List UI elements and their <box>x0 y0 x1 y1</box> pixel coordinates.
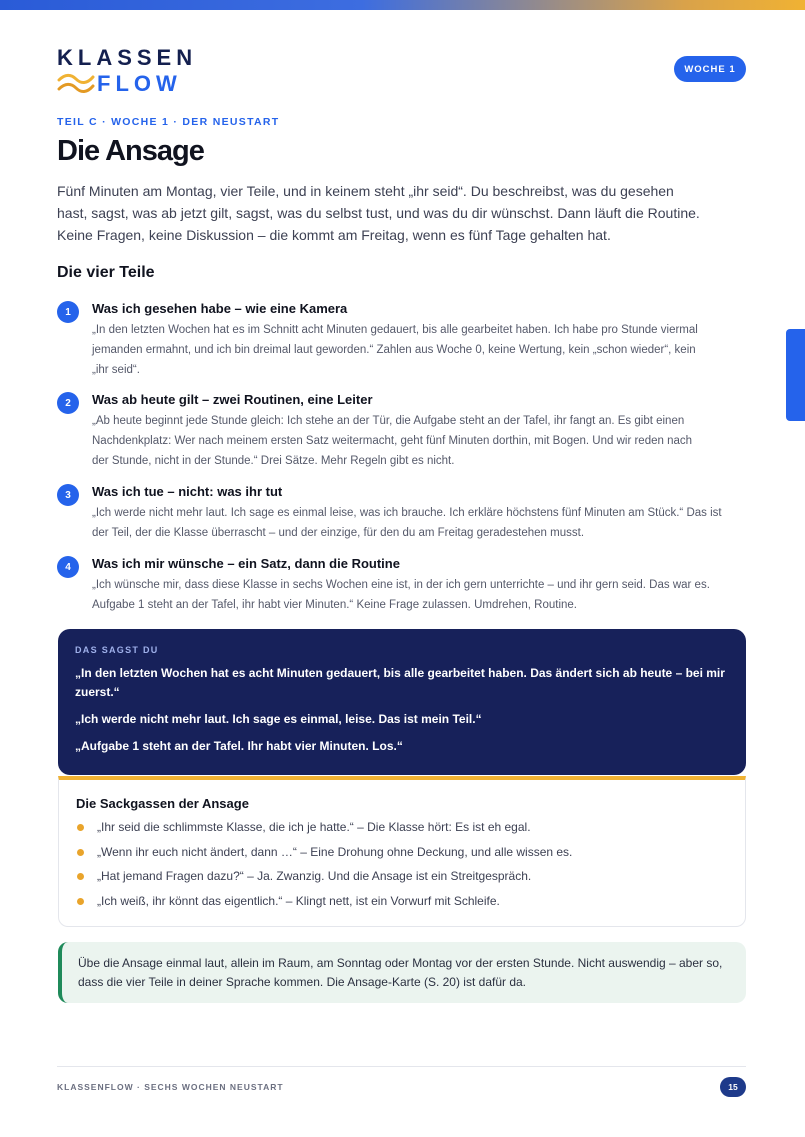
logo-wordmark-bottom: FLOW <box>97 71 182 96</box>
page-number: 15 <box>720 1077 746 1097</box>
say-quote-line: zuerst.“ <box>75 685 120 699</box>
step-title: Was ab heute gilt – zwei Routinen, eine Leiter <box>92 392 373 407</box>
dead-ends-box <box>58 776 746 927</box>
step-text-line: Aufgabe 1 steht an der Tafel, ihr habt vier Minuten.“ Keine Frage zulassen. Umdrehen, Routine. <box>92 599 577 611</box>
intro-paragraph <box>57 180 737 246</box>
week-badge: WOCHE 1 <box>674 56 746 82</box>
step-number-badge: 4 <box>57 556 79 578</box>
step-title: Was ich mir wünsche – ein Satz, dann die Routine <box>92 556 400 571</box>
bullet-dot-icon <box>77 898 84 905</box>
section-kicker: TEIL C · WOCHE 1 · DER NEUSTART <box>57 116 280 128</box>
intro-line: Fünf Minuten am Montag, vier Teile, und in keinem steht „ihr seid“. Du beschreibst, was du gesehen <box>57 183 674 199</box>
step-item <box>57 391 747 471</box>
step-text <box>92 320 747 380</box>
say-quote: „Aufgabe 1 steht an der Tafel. Ihr habt vier Minuten. Los.“ <box>75 739 403 753</box>
bullet-dot-icon <box>77 849 84 856</box>
say-this-box <box>58 629 746 775</box>
step-title: Was ich tue – nicht: was ihr tut <box>92 484 283 499</box>
section-heading: Die vier Teile <box>57 264 155 281</box>
step-text-line: der Stunde, nicht in der Stunde.“ Drei Sätze. Mehr Regeln gibt es nicht. <box>92 455 455 467</box>
say-quote-line: „In den letzten Wochen hat es acht Minuten gedauert, bis alle gearbeitet haben. Das ändert sich ab heute – bei mir <box>75 666 725 680</box>
step-item <box>57 555 747 615</box>
practice-tip-box <box>58 942 746 1003</box>
tip-line: dass die vier Teile in deiner Sprache kommen. Die Ansage-Karte (S. 20) ist dafür da. <box>78 975 527 989</box>
bullet-dot-icon <box>77 824 84 831</box>
intro-line: Keine Fragen, keine Diskussion – die kommt am Freitag, wenn es fünf Tage gehalten hat. <box>57 227 611 243</box>
list-item-text: „Hat jemand Fragen dazu?“ – Ja. Zwanzig. Und die Ansage ist ein Streitgespräch. <box>97 869 532 883</box>
step-item <box>57 483 747 543</box>
list-item <box>76 842 728 862</box>
tip-line: Übe die Ansage einmal laut, allein im Raum, am Sonntag oder Montag vor der ersten Stunde. Nicht auswendig – aber so, <box>78 956 723 970</box>
footer-title: KLASSENFLOW · SECHS WOCHEN NEUSTART <box>57 1082 284 1092</box>
step-number-badge: 2 <box>57 392 79 414</box>
step-title: Was ich gesehen habe – wie eine Kamera <box>92 301 348 316</box>
footer-divider <box>57 1066 746 1067</box>
step-item <box>57 300 747 380</box>
step-text <box>92 411 747 471</box>
say-box-label: DAS SAGST DU <box>75 645 159 655</box>
step-text-line: „Ich wünsche mir, dass diese Klasse in sechs Wochen eine ist, in der ich gern unterrichte – und ihr gern seid. Das war es. <box>92 579 710 591</box>
wave-icon <box>57 73 95 95</box>
step-text-line: „In den letzten Wochen hat es im Schnitt acht Minuten gedauert, bis alle gearbeitet haben. Ich habe pro Stunde viermal <box>92 324 698 336</box>
step-text-line: „Ab heute beginnt jede Stunde gleich: Ich stehe an der Tür, die Aufgabe steht an der Tafel, ihr fangt an. Es gibt einen <box>92 415 685 427</box>
step-text-line: „Ich werde nicht mehr laut. Ich sage es einmal leise, was ich brauche. Ich erkläre höchstens fünf Minuten am Stück.“ Das ist <box>92 507 722 519</box>
dead-ends-title: Die Sackgassen der Ansage <box>76 796 249 811</box>
bullet-dot-icon <box>77 873 84 880</box>
step-text <box>92 575 747 615</box>
list-item <box>76 866 728 886</box>
list-item <box>76 891 728 911</box>
top-gradient-bar <box>0 0 805 10</box>
intro-line: hast, sagst, was ab jetzt gilt, sagst, was du selbst tust, und was du dir wünschst. Dann läuft die Routine. <box>57 205 700 221</box>
step-number-badge: 3 <box>57 484 79 506</box>
list-item-text: „Ich weiß, ihr könnt das eigentlich.“ – Klingt nett, ist ein Vorwurf mit Schleife. <box>97 893 500 908</box>
list-item-text: „Ihr seid die schlimmste Klasse, die ich je hatte.“ – Die Klasse hört: Es ist eh egal. <box>97 820 531 834</box>
step-text-line: „ihr seid“. <box>92 364 140 376</box>
list-item-text: „Wenn ihr euch nicht ändert, dann …“ – Eine Drohung ohne Deckung, und alle wissen es. <box>97 844 573 859</box>
step-number-badge: 1 <box>57 301 79 323</box>
step-text-line: jemanden ermahnt, und ich bin dreimal laut geworden.“ Zahlen aus Woche 0, keine Wertung, kein „schon wieder“, kein <box>92 344 696 356</box>
logo-wordmark-top: KLASSEN <box>57 45 198 70</box>
chapter-side-tab[interactable] <box>786 329 805 421</box>
say-quote <box>75 664 729 702</box>
page-title: Die Ansage <box>57 135 204 167</box>
step-text <box>92 503 747 543</box>
klassenflow-logo <box>57 46 197 97</box>
step-text-line: der Teil, der die Klasse überrascht – und der einzige, für den du am Freitag geradestehen musst. <box>92 527 585 539</box>
say-quote: „Ich werde nicht mehr laut. Ich sage es einmal, leise. Das ist mein Teil.“ <box>75 712 482 726</box>
list-item <box>76 817 728 837</box>
step-text-line: Nachdenkplatz: Wer nach meinem ersten Satz weitermacht, geht fünf Minuten dorthin, mit Bogen. Und wir reden nach <box>92 435 693 447</box>
